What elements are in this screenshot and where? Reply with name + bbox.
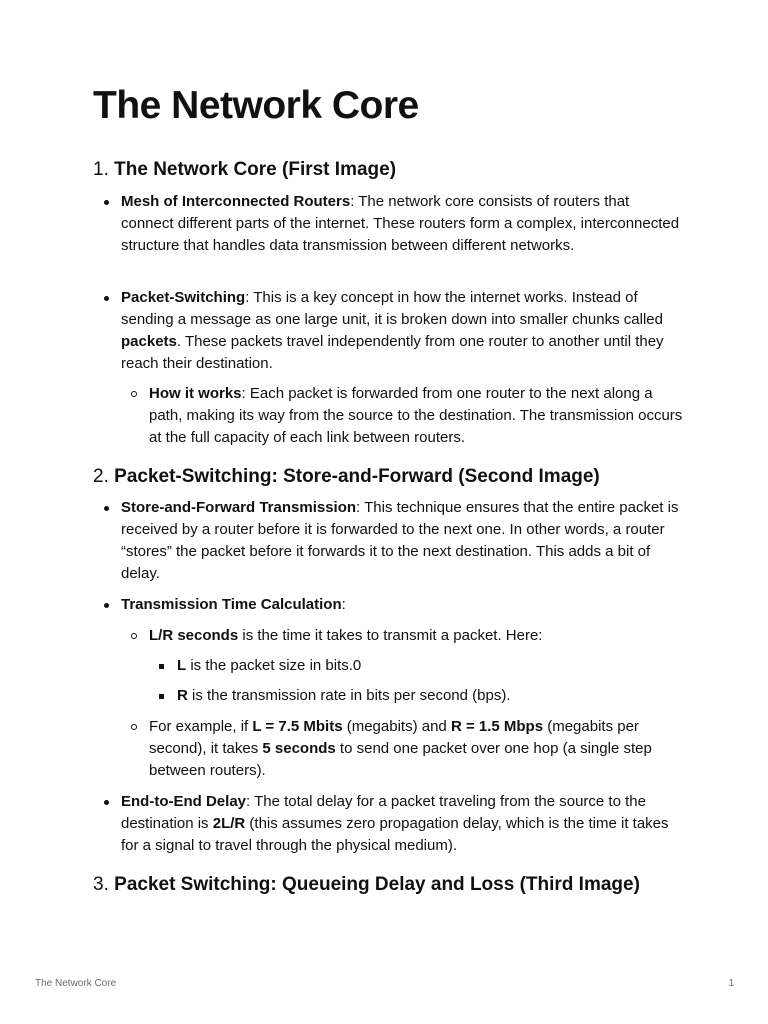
bullet-square — [159, 664, 164, 669]
item-text: : The network core consists of routers that connect different parts of the internet. These routers form a complex, interconnected structure that handles data transmission between different networks. — [121, 193, 680, 254]
item-text: : This technique ensures that the entire packet is received by a router before it is forwarded to the next one. In other words, a router “stores” the packet before it forwards it to the next destination. This adds a bit of delay. — [121, 499, 679, 582]
section-heading-1 — [93, 159, 396, 181]
item-text: is the time it takes to transmit a packet. Here: — [238, 627, 543, 644]
term: Packet-Switching — [121, 289, 246, 306]
item-text: (megabits per second), it takes — [149, 718, 639, 757]
term-inline: 2L/R — [212, 815, 246, 832]
section-number: 3. — [93, 874, 109, 895]
item-text: is the packet size in bits.0 — [186, 657, 362, 674]
list-item — [177, 685, 677, 707]
item-text: (this assumes zero propagation delay, which is the time it takes for a signal to travel through the physical medium). — [121, 815, 669, 854]
term-inline: L = 7.5 Mbits — [252, 718, 343, 735]
item-text: (megabits) and — [342, 718, 451, 735]
item-text: : — [341, 596, 346, 613]
section-title: Packet Switching: Queueing Delay and Loss (Third Image) — [114, 874, 640, 895]
bullet-circle — [131, 724, 137, 730]
term: Mesh of Interconnected Routers — [121, 193, 351, 210]
bullet-disc — [104, 296, 109, 301]
list-item — [121, 287, 681, 375]
term: L — [177, 657, 187, 674]
term-inline: packets — [121, 333, 177, 350]
bullet-disc — [104, 800, 109, 805]
bullet-square — [159, 694, 164, 699]
section-title: Packet-Switching: Store-and-Forward (Second Image) — [114, 466, 600, 487]
list-item — [121, 791, 681, 857]
item-text: to send one packet over one hop (a single step between routers). — [149, 740, 652, 779]
section-number: 1. — [93, 159, 109, 180]
list-item — [121, 497, 681, 585]
term: Store-and-Forward Transmission — [121, 499, 357, 516]
list-item — [121, 191, 681, 257]
term-inline: 5 seconds — [262, 740, 336, 757]
page-number: 1 — [728, 978, 734, 989]
footer-title: The Network Core — [35, 978, 117, 989]
list-item — [121, 594, 681, 616]
term: R — [177, 687, 188, 704]
item-text: . These packets travel independently from one router to another until they reach their destination. — [121, 333, 664, 372]
bullet-disc — [104, 506, 109, 511]
term: L/R seconds — [149, 627, 239, 644]
item-text: : Each packet is forwarded from one router to the next along a path, making its way from the source to the destination. The transmission occurs at the full capacity of each link between routers. — [149, 385, 683, 446]
item-text: : The total delay for a packet traveling from the source to the destination is — [121, 793, 646, 832]
bullet-circle — [131, 391, 137, 397]
section-number: 2. — [93, 466, 109, 487]
list-item — [177, 655, 677, 677]
term: End-to-End Delay — [121, 793, 247, 810]
page-title: The Network Core — [93, 84, 419, 127]
list-item — [149, 625, 684, 647]
term-inline: R = 1.5 Mbps — [450, 718, 544, 735]
term: How it works — [149, 385, 242, 402]
bullet-circle — [131, 633, 137, 639]
item-text: For example, if — [149, 718, 253, 735]
list-item — [149, 383, 684, 449]
item-text: : This is a key concept in how the internet works. Instead of sending a message as one large unit, it is broken down into smaller chunks called — [121, 289, 663, 328]
bullet-disc — [104, 603, 109, 608]
term: Transmission Time Calculation — [121, 596, 342, 613]
list-item — [149, 716, 684, 782]
section-heading-2 — [93, 466, 600, 488]
bullet-disc — [104, 200, 109, 205]
item-text: is the transmission rate in bits per second (bps). — [187, 687, 511, 704]
section-heading-3 — [93, 874, 640, 896]
section-title: The Network Core (First Image) — [114, 159, 397, 180]
